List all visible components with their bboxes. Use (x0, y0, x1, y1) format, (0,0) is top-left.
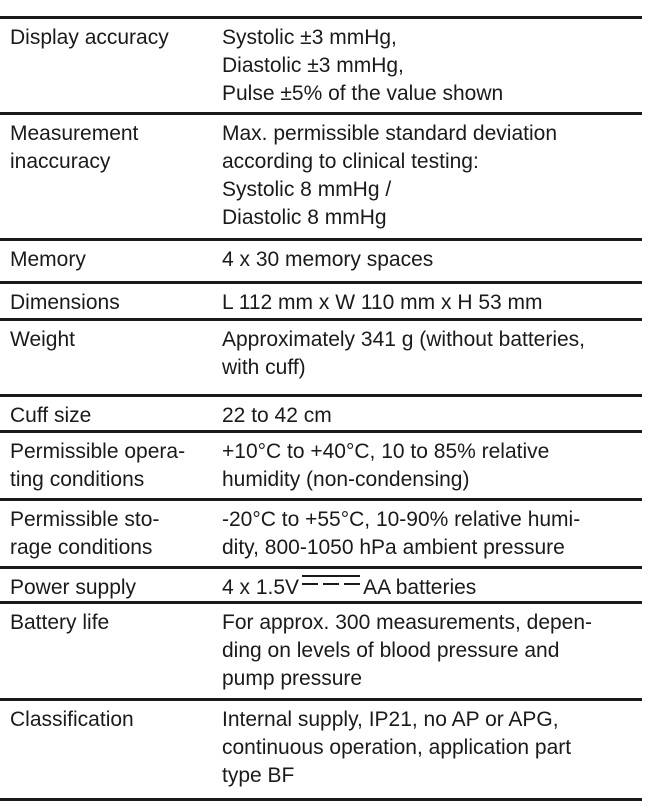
table-row (0, 321, 642, 397)
row-label: Display accuracy (10, 26, 169, 49)
row-value: 4 x 30 memory spaces (222, 248, 434, 271)
row-value: +10°C to +40°C, 10 to 85% relative humidity (non-condensing) (222, 440, 550, 491)
row-label: Cuff size (10, 404, 92, 427)
table-row (0, 701, 642, 801)
table-row (0, 19, 642, 115)
row-value: Approximately 341 g (without batteries, with cuff) (222, 328, 586, 379)
row-label: Power supply (10, 576, 137, 599)
row-value: Systolic ±3 mmHg, Diastolic ±3 mmHg, Pulse ±5% of the value shown (222, 26, 504, 105)
table-row (0, 284, 642, 321)
row-label: Permissible opera- ting conditions (10, 440, 186, 491)
direct-current-icon (302, 574, 360, 586)
row-label: Dimensions (10, 291, 120, 314)
row-label: Classification (10, 708, 134, 731)
row-label: Measurement inaccuracy (10, 122, 139, 173)
battery-type-text: AA batteries (363, 576, 477, 599)
row-value: L 112 mm x W 110 mm x H 53 mm (222, 291, 543, 314)
table-row (0, 501, 642, 569)
table-row (0, 397, 642, 433)
row-value: -20°C to +55°C, 10-90% relative humi- dity, 800-1050 hPa ambient pressure (222, 508, 581, 559)
table-row (0, 433, 642, 501)
table-row (0, 569, 642, 604)
row-label: Memory (10, 248, 86, 271)
row-label: Permissible sto- rage conditions (10, 508, 160, 559)
row-value (222, 574, 642, 601)
row-label: Weight (10, 328, 75, 351)
row-label: Battery life (10, 611, 110, 634)
table-row (0, 241, 642, 284)
row-value: For approx. 300 measurements, depen- ding on levels of blood pressure and pump pressure (222, 611, 593, 690)
table-row (0, 115, 642, 241)
row-value: 22 to 42 cm (222, 404, 332, 427)
voltage-text: 4 x 1.5V (222, 576, 300, 599)
table-row (0, 604, 642, 701)
specifications-table (0, 16, 642, 801)
row-value: Internal supply, IP21, no AP or APG, continuous operation, application part type BF (222, 708, 572, 787)
row-value: Max. permissible standard deviation according to clinical testing: Systolic 8 mmHg / Diastolic 8 mmHg (222, 122, 557, 229)
